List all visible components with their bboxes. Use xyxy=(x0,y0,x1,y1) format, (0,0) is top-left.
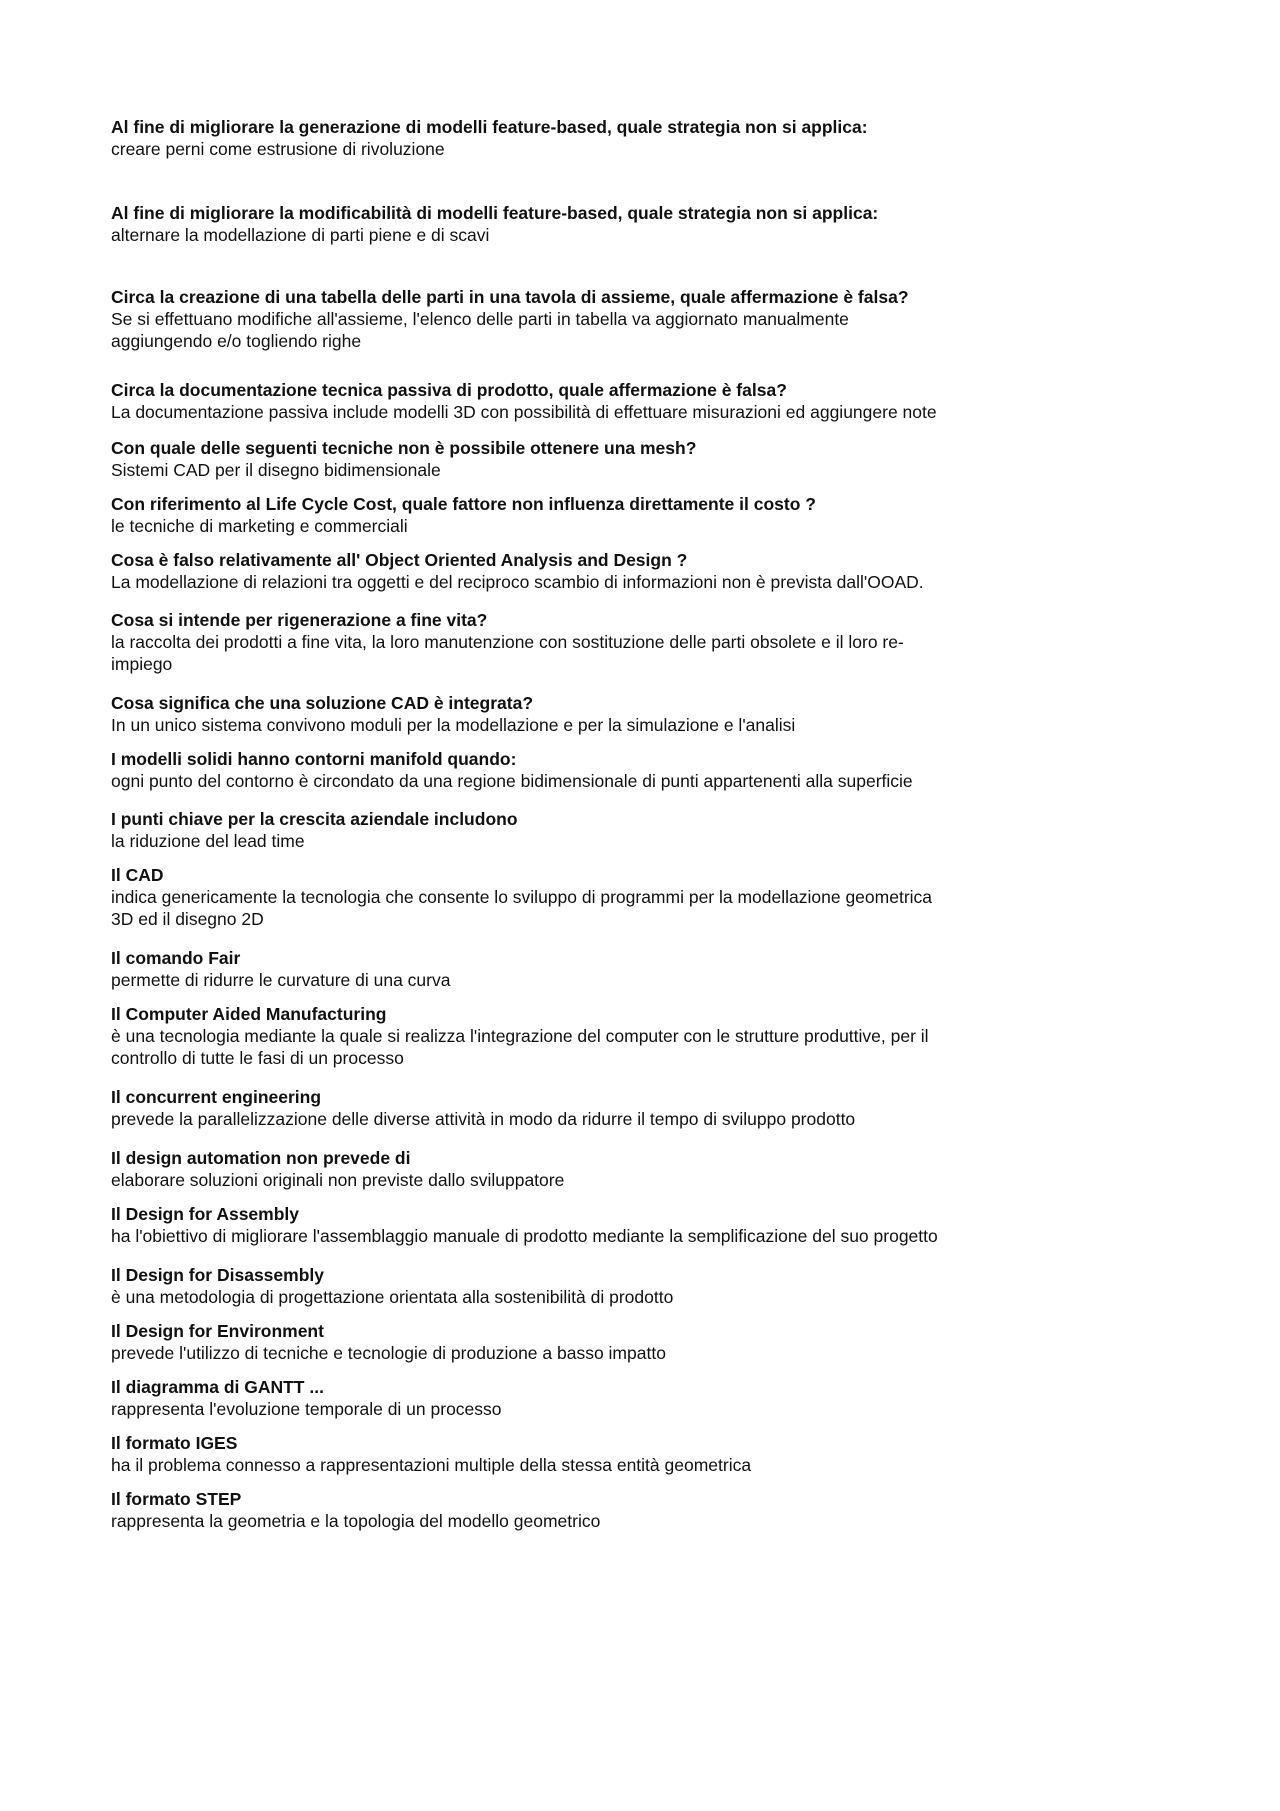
answer: permette di ridurre le curvature di una curva xyxy=(111,970,451,990)
qa-item xyxy=(111,379,950,423)
question: Il formato IGES xyxy=(111,1433,238,1453)
qa-item xyxy=(111,609,950,675)
answer: la riduzione del lead time xyxy=(111,831,305,851)
qa-item xyxy=(111,1264,950,1308)
answer: le tecniche di marketing e commerciali xyxy=(111,516,408,536)
answer: ogni punto del contorno è circondato da una regione bidimensionale di punti appartenenti alla superficie xyxy=(111,771,913,791)
question: I punti chiave per la crescita aziendale includono xyxy=(111,809,518,829)
question: Il Design for Environment xyxy=(111,1321,324,1341)
answer: prevede la parallelizzazione delle diverse attività in modo da ridurre il tempo di sviluppo prodotto xyxy=(111,1109,856,1129)
question: Al fine di migliorare la generazione di modelli feature-based, quale strategia non si applica: xyxy=(111,117,868,137)
qa-item xyxy=(111,437,950,481)
qa-item xyxy=(111,1203,950,1247)
qa-item xyxy=(111,1086,950,1130)
question: Il concurrent engineering xyxy=(111,1087,322,1107)
question: Circa la documentazione tecnica passiva di prodotto, quale affermazione è falsa? xyxy=(111,380,787,400)
qa-item xyxy=(111,549,950,593)
qa-item xyxy=(111,808,950,852)
qa-item xyxy=(111,748,950,792)
qa-item xyxy=(111,286,950,352)
answer: In un unico sistema convivono moduli per la modellazione e per la simulazione e l'analisi xyxy=(111,715,796,735)
qa-item xyxy=(111,1003,950,1069)
answer: indica genericamente la tecnologia che consente lo sviluppo di programmi per la modellazione geometrica 3D ed il disegno 2D xyxy=(111,887,933,929)
qa-item xyxy=(111,202,950,246)
qa-item xyxy=(111,1320,950,1364)
answer: è una metodologia di progettazione orientata alla sostenibilità di prodotto xyxy=(111,1287,674,1307)
qa-item xyxy=(111,493,950,537)
qa-item xyxy=(111,864,950,930)
qa-item xyxy=(111,947,950,991)
answer: rappresenta la geometria e la topologia del modello geometrico xyxy=(111,1511,601,1531)
qa-item xyxy=(111,1432,950,1476)
question: Il comando Fair xyxy=(111,948,241,968)
question: Il CAD xyxy=(111,865,164,885)
answer: creare perni come estrusione di rivoluzione xyxy=(111,139,445,159)
qa-item xyxy=(111,692,950,736)
question: Il Design for Assembly xyxy=(111,1204,300,1224)
answer: alternare la modellazione di parti piene e di scavi xyxy=(111,225,490,245)
question: Con quale delle seguenti tecniche non è possibile ottenere una mesh? xyxy=(111,438,697,458)
answer: Sistemi CAD per il disegno bidimensionale xyxy=(111,460,441,480)
question: I modelli solidi hanno contorni manifold quando: xyxy=(111,749,517,769)
answer: è una tecnologia mediante la quale si realizza l'integrazione del computer con le strutture produttive, per il controllo di tutte le fasi di un processo xyxy=(111,1026,929,1068)
question: Al fine di migliorare la modificabilità di modelli feature-based, quale strategia non si applica: xyxy=(111,203,879,223)
question: Il formato STEP xyxy=(111,1489,242,1509)
question: Cosa si intende per rigenerazione a fine vita? xyxy=(111,610,488,630)
qa-item xyxy=(111,1147,950,1191)
answer: Se si effettuano modifiche all'assieme, l'elenco delle parti in tabella va aggiornato manualmente aggiungendo e/o togliendo righe xyxy=(111,309,849,351)
question: Il design automation non prevede di xyxy=(111,1148,411,1168)
answer: rappresenta l'evoluzione temporale di un processo xyxy=(111,1399,502,1419)
question: Cosa significa che una soluzione CAD è integrata? xyxy=(111,693,534,713)
answer: ha l'obiettivo di migliorare l'assemblaggio manuale di prodotto mediante la semplificazione del suo progetto xyxy=(111,1226,938,1246)
qa-item xyxy=(111,116,950,160)
question: Cosa è falso relativamente all' Object Oriented Analysis and Design ? xyxy=(111,550,688,570)
answer: prevede l'utilizzo di tecniche e tecnologie di produzione a basso impatto xyxy=(111,1343,666,1363)
qa-item xyxy=(111,1488,950,1532)
answer: ha il problema connesso a rappresentazioni multiple della stessa entità geometrica xyxy=(111,1455,752,1475)
answer: la raccolta dei prodotti a fine vita, la loro manutenzione con sostituzione delle parti obsolete e il loro re-impiego xyxy=(111,632,904,674)
answer: elaborare soluzioni originali non previste dallo sviluppatore xyxy=(111,1170,565,1190)
question: Il Computer Aided Manufacturing xyxy=(111,1004,387,1024)
qa-item xyxy=(111,1376,950,1420)
question: Il Design for Disassembly xyxy=(111,1265,324,1285)
question: Circa la creazione di una tabella delle parti in una tavola di assieme, quale affermazione è falsa? xyxy=(111,287,909,307)
answer: La documentazione passiva include modelli 3D con possibilità di effettuare misurazioni ed aggiungere note xyxy=(111,402,937,422)
question: Il diagramma di GANTT ... xyxy=(111,1377,324,1397)
answer: La modellazione di relazioni tra oggetti e del reciproco scambio di informazioni non è prevista dall'OOAD. xyxy=(111,572,924,592)
question: Con riferimento al Life Cycle Cost, quale fattore non influenza direttamente il costo ? xyxy=(111,494,816,514)
